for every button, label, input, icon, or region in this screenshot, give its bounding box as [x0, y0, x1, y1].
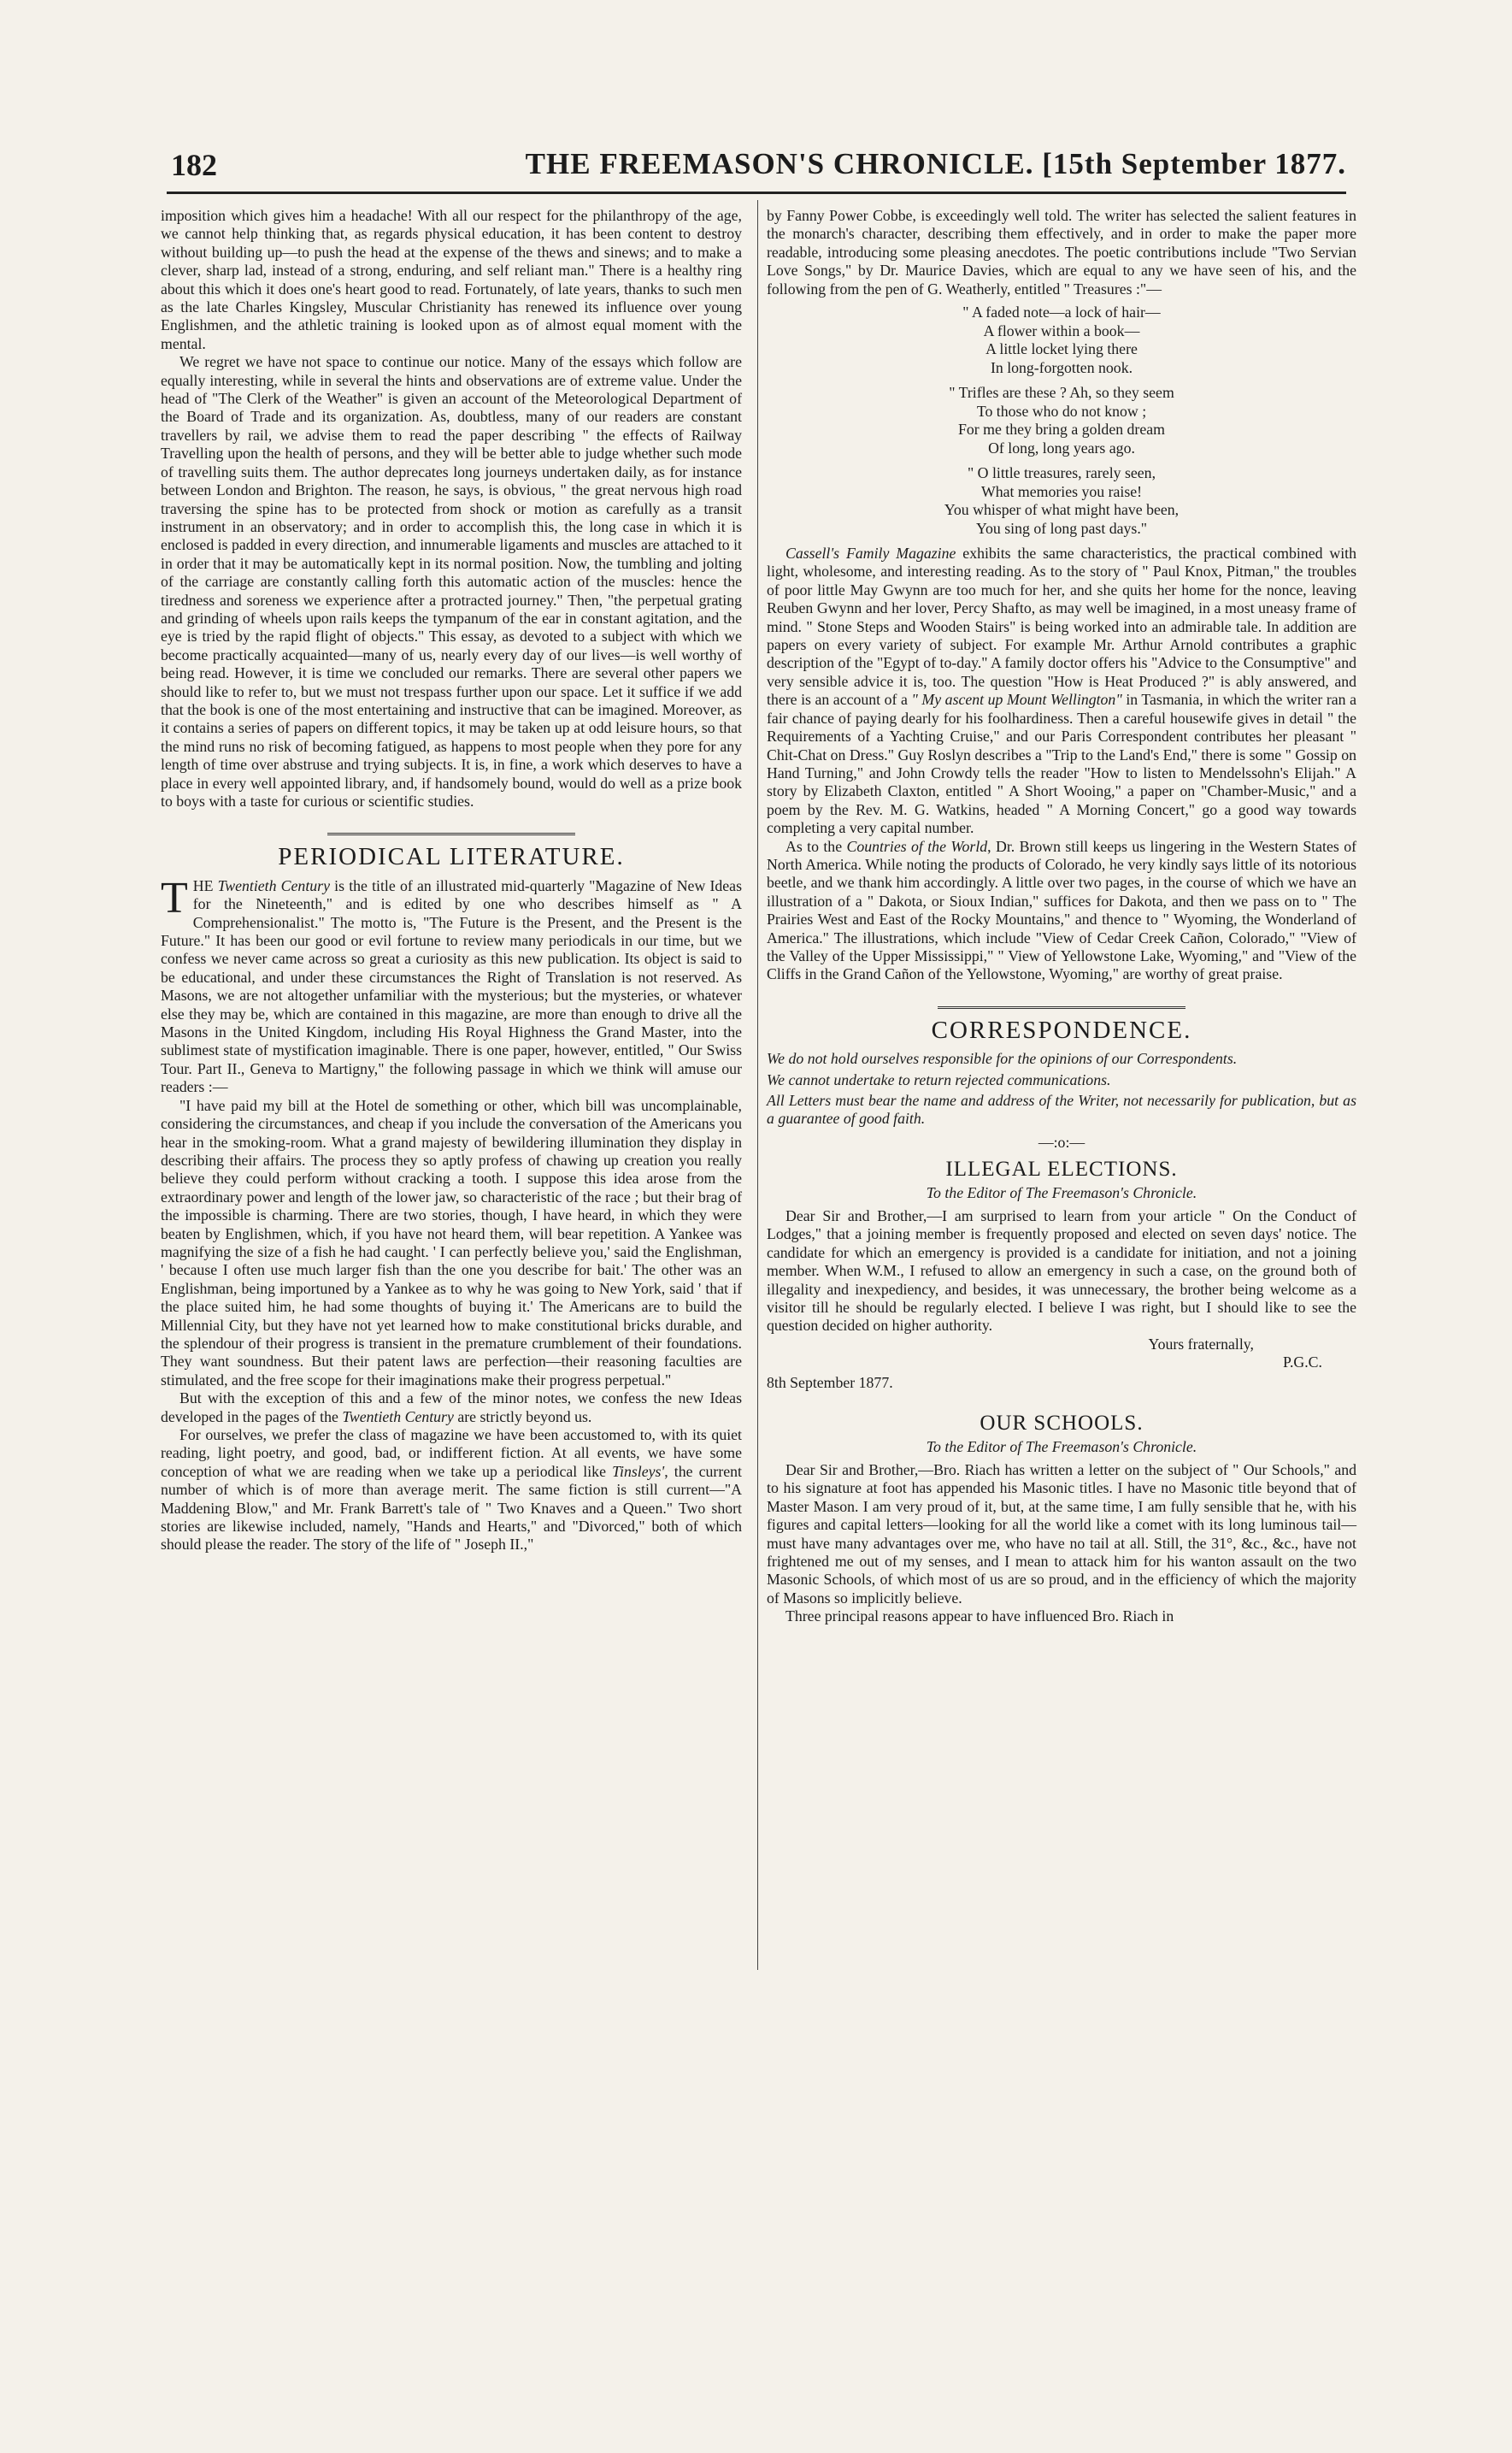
- letter-signature: P.G.C.: [1283, 1353, 1322, 1371]
- article-paragraph: [161, 1389, 742, 1426]
- letter-body: Three principal reasons appear to have influenced Bro. Riach in: [785, 1607, 1174, 1625]
- paragraph-text: As to the: [785, 837, 847, 855]
- left-column: [161, 207, 742, 1554]
- header-rule: [167, 192, 1346, 194]
- paragraph-text: , Dr. Brown still keeps us lingering in the Western States of North America. While noting the products of Colorado, he very kindly says little of its notorious beetle, and we thank him accordingly. A little over two pages, in the course of which we have an illustration of a " Dakota, or Sioux Indian," suffices for Dakota, and then we pass on to " The Prairies West and East of the Rocky Mountains," and thence to " Wyoming, the Wonderland of America." The illustrations, which include "View of Cedar Creek Cañon, Colorado," "View of the Valley of the Upper Mississippi," " View of Yellowstone Lake, Wyoming," and "View of the Cliffs in the Grand Cañon of the Yellowstone, Wyoming," are worthy of great praise.: [767, 837, 1357, 983]
- poem-line: For me they bring a golden dream: [958, 421, 1165, 439]
- paragraph-text: But with the exception of this and a few of the minor notes, we confess the new Ideas developed in the pages of the: [161, 1389, 742, 1425]
- editorial-notice: All Letters must bear the name and address of the Writer, not necessarily for publication, but as a guarantee of good faith.: [767, 1092, 1356, 1128]
- poem-stanza: [767, 464, 1356, 538]
- periodical-name: Cassell's Family Magazine: [785, 545, 956, 563]
- section-divider: [327, 833, 575, 838]
- periodical-name: Tinsleys': [612, 1462, 665, 1480]
- paragraph-text: exhibits the same characteristics, the practical combined with light, wholesome, and interesting reading. As to the story of " Paul Knox, Pitman," the troubles of poor little May Gwynn are too much for her, and she quits her home for the nonce, leaving Reuben Gwynn and her lover, Percy Shafto, as may well be imagined, in a most uneasy frame of mind. " Stone Steps and Wooden Stairs" is being worked into an admirable tale. In addition are papers on every variety of subject. For example Mr. Arthur Arnold contributes a graphic description of the "Egypt of to-day." A family doctor offers his "Advice to the Consumptive" and very sensible advice it is, too. The question "How is Heat Produced ?" is ably answered, and there is an account of a: [767, 545, 1356, 709]
- letter-title: ILLEGAL ELECTIONS.: [945, 1158, 1178, 1182]
- right-column: [767, 207, 1356, 1626]
- letter-title: OUR SCHOOLS.: [980, 1412, 1144, 1436]
- paragraph-text: , the current number of which is of more than average merit. The same fiction is still current—"A Maddening Blow," and Mr. Frank Barrett's tale of " Two Knaves and a Queen." Two short stories are likewise included, namely, "Hands and Hearts," and "Divorced," both of which should please the reader. The story of the life of " Joseph II.,": [161, 1462, 742, 1554]
- letter-closing: Yours fraternally,: [1148, 1335, 1254, 1353]
- letter-addressee: To the Editor of The Freemason's Chronicle.: [926, 1183, 1197, 1201]
- drop-cap: T: [161, 873, 188, 923]
- poem-line: Of long, long years ago.: [988, 439, 1135, 457]
- column-divider: [757, 200, 758, 1970]
- periodical-name: Twentieth Century: [342, 1407, 454, 1425]
- poem-line: " A faded note—a lock of hair—: [962, 304, 1161, 321]
- periodical-name: Twentieth Century: [217, 876, 330, 894]
- article-name: " My ascent up Mount Wellington": [911, 691, 1122, 709]
- editorial-notice: We do not hold ourselves responsible for the opinions of our Correspondents.: [767, 1050, 1238, 1068]
- letter-body: Dear Sir and Brother,—Bro. Riach has written a letter on the subject of " Our Schools," and to his signature at foot has appended his Masonic titles. I have no Masonic title beyond that of Master Mason. I am very proud of it, but, at the same time, I am fully sensible that he, with his figures and capital letters—looking for all the world like a comet with its long luminous tail—must have many advantages over me, who have no tail at all. Still, the 31°, &c., &c., have not frightened me out of my senses, and I mean to attack him for his wanton assault on the two Masonic Schools, of which most of us are so proud, and in the efficiency of which the majority of Masons so implicitly believe.: [767, 1460, 1356, 1607]
- letter-body: Dear Sir and Brother,—I am surprised to learn from your article " On the Conduct of Lodges," that a joining member is frequently proposed and elected on seven days' notice. The candidate for which an emergency is provided is a candidate for initiation, and not a joining member. When W.M., I refused to allow an emergency in such a case, on the ground both of illegality and inexpediency, and besides, it was unnecessary, the brother being welcome as a visitor till he should be regularly elected. I believe I was right, but I should like to see the question decided on higher authority.: [767, 1207, 1356, 1335]
- poem-line: A flower within a book—: [983, 321, 1140, 339]
- letter-addressee: To the Editor of The Freemason's Chronicle.: [926, 1437, 1197, 1455]
- page-header: [171, 147, 1346, 190]
- paragraph-text: in Tasmania, in which the writer ran a fair chance of paying dearly for his foolhardiness. Then a careful housewife gives in detail " the Requirements of a Yachting Cruise," and our Paris Correspondent contributes her pleasant " Chit-Chat on Dress." Guy Roslyn describes a "Trip to the Land's End," there is some " Gossip on Hand Turning," and John Crowdy tells the reader "How to listen to Mendelssohn's Elijah." A story by Elizabeth Claxton, entitled " A Short Wooing," a paper on "Chamber-Music," and a poem by the Rev. M. G. Watkins, headed " A Morning Concert," go a good way towards completing a very capital number.: [767, 691, 1357, 837]
- paragraph-text: is the title of an illustrated mid-quarterly "Magazine of New Ideas for the Nineteenth," and is edited by one who describes himself as " A Comprehensionalist." The motto is, "The Future is the Present, and the Present is the Future." It has been our good or evil fortune to review many periodicals in our time, but we confess we never came across so great a curiosity as this new publication. Its object is said to be educational, and under these circumstances the Right of Translation is not reserved. As Masons, we are not altogether unfamiliar with the mysterious; but the mysteries, or whatever else they may be, which are contained in this magazine, are more than enough to drive all the Masons in the United Kingdom, including His Royal Highness the Grand Master, into the sublimest state of mystification imaginable. There is one paper, however, entitled, " Our Swiss Tour. Part II., Geneva to Martigny," the following passage in which we think will amuse our readers :—: [161, 876, 742, 1096]
- lead-text: HE: [192, 876, 218, 894]
- article-paragraph: [767, 545, 1356, 838]
- periodical-name: Countries of the World: [846, 837, 988, 855]
- letter-date: 8th September 1877.: [767, 1373, 893, 1391]
- article-paragraph: imposition which gives him a headache! With all our respect for the philanthropy of the age, we cannot help thinking that, as regards physical education, it has been content to destroy without building up—to push the head at the expense of the thews and sinews; and to make a clever, sharp lad, instead of a strong, enduring, and self reliant man." There is a healthy ring about this which it does one's heart good to read. Fortunately, of late years, thanks to such men as the late Charles Kingsley, Muscular Christianity has renewed its influence over young Englishmen, and the athletic training is looked upon as of almost equal moment with the mental.: [161, 207, 742, 352]
- section-divider: [938, 1006, 1185, 1011]
- article-paragraph: [767, 838, 1356, 984]
- poem-line: You sing of long past days.": [975, 519, 1148, 537]
- poem-line: In long-forgotten nook.: [990, 358, 1133, 376]
- paragraph-text: For ourselves, we prefer the class of magazine we have been accustomed to, with its quiet reading, light poetry, and good, bad, or indifferent fiction. At all events, we have some conception of what we are reading when we take up a periodical like: [161, 1426, 742, 1480]
- publication-title: THE FREEMASON'S CHRONICLE. [15th September 1877.: [525, 147, 1346, 180]
- poem-line: A little locket lying there: [985, 340, 1138, 358]
- poem-line: What memories you raise!: [980, 482, 1143, 500]
- poem-stanza: [767, 304, 1356, 377]
- article-paragraph: [161, 873, 742, 1097]
- poem-stanza: [767, 384, 1356, 457]
- poem: [767, 304, 1356, 538]
- editorial-notice: We cannot undertake to return rejected communications.: [767, 1070, 1111, 1088]
- section-title: CORRESPONDENCE.: [931, 1016, 1192, 1044]
- article-paragraph: We regret we have not space to continue our notice. Many of the essays which follow are equally interesting, while in several the hints and observations are of extreme value. Under the head of "The Clerk of the Weather" is given an account of the Meteorological Department of the Board of Trade and its organization. As, doubtless, many of our readers are constant travellers by rail, we advise them to read the paper describing " the effects of Railway Travelling upon the health of persons, and they will be better able to judge whether such mode of travelling suits them. The author deprecates long journeys undertaken daily, as for instance between London and Brighton. The reason, he says, is obvious, " the great nervous high road traversing the spine has to be protected from shock or motion as carefully as a transit instrument in an observatory; and in order to accomplish this, the long case in which it is enclosed is padded in every direction, and innumerable ligaments and muscles are attached to it in order that it may be automatically kept in its normal position. Now, the tumbling and jolting of the carriage are constantly calling forth this automatic action of the muscles: hence the tiredness and soreness we experience after a protracted journey." Then, "the perpetual grating and grinding of wheels upon rails keeps the tympanum of the ear in constant agitation, and the eye is tried by the rapid flight of objects." This essay, as devoted to a subject with which we become practically acquainted—many of us, nearly every day of our lives—is well worthy of being read. However, it is time we concluded our remarks. There are several other papers we should like to refer to, but we must not trespass further upon our space. Let it suffice if we add that the book is one of the most entertaining and instructive that can be imagined. Moreover, as it contains a series of papers on different topics, it may be taken up at odd leisure hours, so that the mind runs no risk of becoming fatigued, as happens to most people when they pore for any length of time over abstruse and trying subjects. It is, in fine, a work which deserves to have a place in every well appointed library, and, if handsomely bound, would do well as a prize book to boys with a taste for curious or scientific studies.: [161, 353, 742, 810]
- poem-line: To those who do not know ;: [976, 402, 1147, 420]
- separator: —:o:—: [1038, 1133, 1085, 1151]
- quoted-passage: "I have paid my bill at the Hotel de something or other, which bill was uncomplainable, considering the circumstances, and cheap if you include the conversation of the Americans you hear in the smoking-room. What a grand majesty of bewildering illumination they display in describing their affairs. The process they so aptly profess of chawing up creation you really believe they could perform without cracking a tooth. I suppose this idea arose from the extraordinary power and length of the lower jaw, so characteristic of the race ; but their brag of the impossible is charming. There are two stories, though, I have heard, in which they were beaten by Englishmen, which, if you have not heard them, will bear repetition. A Yankee was magnifying the size of a fish he had caught. ' I can perfectly believe you,' said the Englishman, ' because I often use much larger fish than the one you describe for bait.' The other was an Englishman, being importuned by a Yankee as to why he was going to New York, said ' that if the place suited him, he had some thoughts of buying it.' The Americans are to build the Millennial City, but they have not yet learned how to make constitutional bricks durable, and the splendour of their progress is transient in the premature crumblement of their foundations. They want soundness. But their patent laws are perfection—their reasoning faculties are stimulated, and the free scope for their imaginations make their progress perpetual.": [161, 1096, 742, 1389]
- poem-line: You whisper of what might have been,: [944, 501, 1180, 519]
- article-paragraph: by Fanny Power Cobbe, is exceedingly well told. The writer has selected the salient features in the monarch's character, describing them effectively, and in order to make the paper more readable, introducing some pleasing anecdotes. The poetic contributions include "Two Servian Love Songs," by Dr. Maurice Davies, which are equal to any we have seen of his, and the following from the pen of G. Weatherly, entitled " Treasures :"—: [767, 207, 1356, 298]
- section-title: PERIODICAL LITERATURE.: [278, 843, 625, 871]
- page-number: 182: [171, 148, 217, 182]
- poem-line: " O little treasures, rarely seen,: [967, 464, 1156, 482]
- paragraph-text: are strictly beyond us.: [453, 1407, 592, 1425]
- poem-line: " Trifles are these ? Ah, so they seem: [949, 384, 1174, 402]
- article-paragraph: [161, 1426, 742, 1554]
